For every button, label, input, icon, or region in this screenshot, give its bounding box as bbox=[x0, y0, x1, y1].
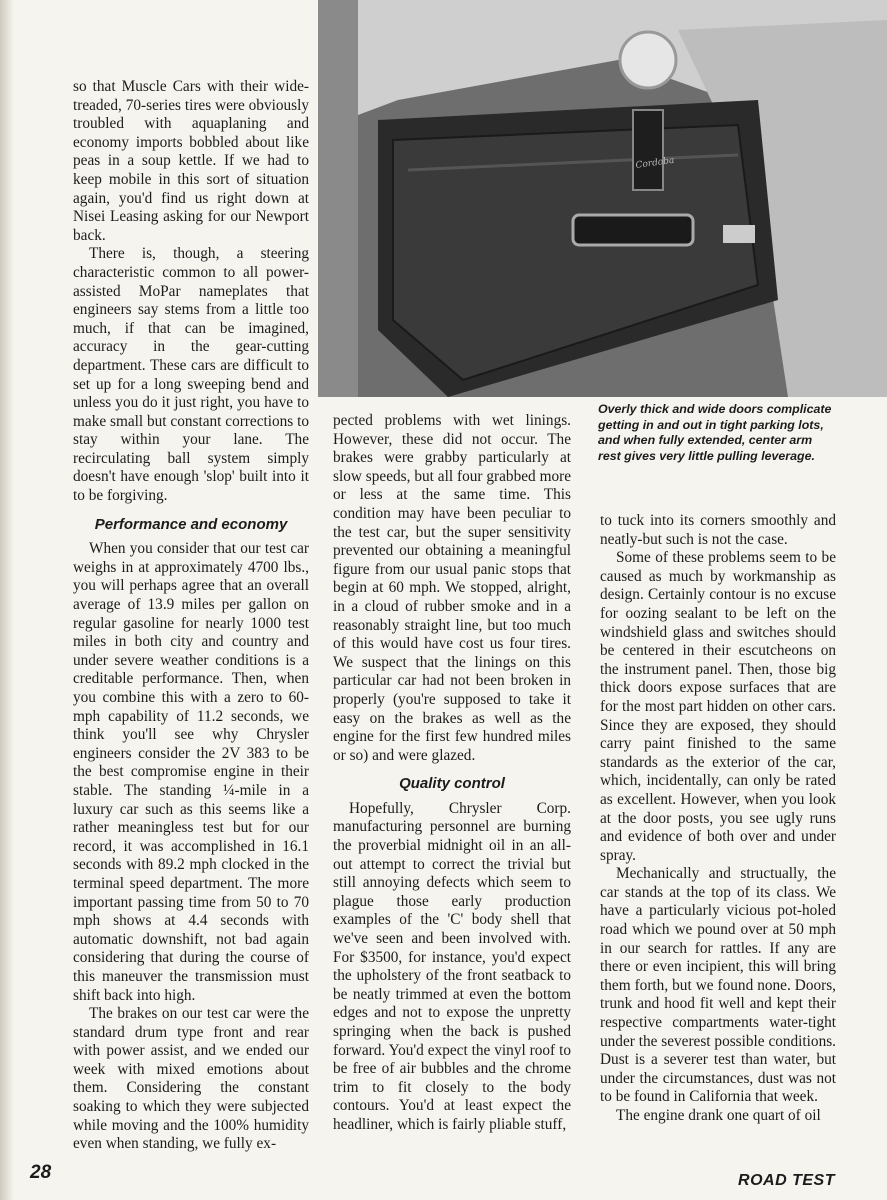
paragraph: so that Muscle Cars with their wide-treaded, 70-series tires were obviously troubled with aquaplaning and economy imports bobbled about like peas in a soup kettle. If we had to keep mobile in this sort of situation again, you'd find us right down at Nisei Leasing asking for our Newport back. bbox=[73, 78, 309, 244]
door-interior-illustration bbox=[318, 0, 887, 397]
paragraph: The brakes on our test car were the standard drum type front and rear with power assist, and we ended our week with mixed emotions about them. Considering the constant soaking to which they were subjected while moving and the 100% humidity even when standing, we fully ex- bbox=[73, 1005, 309, 1153]
car-door-photo bbox=[318, 0, 887, 397]
paragraph: When you consider that our test car weighs in at approximately 4700 lbs., you will perhaps agree that an overall average of 13.9 miles per gallon on regular gasoline for nearly 1000 test miles in both city and country and under severe weather conditions is a creditable performance. Then, when you combine this with a zero to 60-mph capability of 11.2 seconds, we think you'll see why Chrysler engineers consider the 2V 383 to be the best compromise engine in their stable. The standing ¼-mile in a luxury car such as this seems like a rather meaningless test but for our record, it was accomplished in 16.1 seconds with 89.2 mph clocked in the terminal speed department. The more important passing time from 50 to 70 mph shows at 4.4 seconds with automatic downshift, not bad again considering that during the course of this maneuver the transmission must shift back into high. bbox=[73, 540, 309, 1004]
section-label: ROAD TEST bbox=[738, 1172, 835, 1189]
page-binding-edge bbox=[0, 0, 14, 1200]
column-1 bbox=[73, 78, 309, 1154]
column-2 bbox=[333, 412, 571, 1135]
paragraph: The engine drank one quart of oil bbox=[616, 1107, 821, 1124]
page-number: 28 bbox=[30, 1162, 52, 1183]
door-badge-script: Cordoba bbox=[635, 155, 675, 171]
paragraph: There is, though, a steering characteristic common to all power-assisted MoPar nameplates that engineers say stems from a little too much, if that can be imagined, accuracy in the gear-cutting department. These cars are difficult to set up for a long sweeping bend and unless you do it just right, you have to make small but constant corrections to stay within your lane. The recirculating ball system simply doesn't have enough 'slop' built into it to be forgiving. bbox=[73, 245, 309, 505]
paragraph: pected problems with wet linings. However, these did not occur. The brakes were grabby particularly at slow speeds, but all four grabbed more or less at the same time. This condition may have been peculiar to the test car, but the super sensitivity prevented our obtaining a meaningful figure from our usual panic stops that begin at 60 mph. We stopped, alright, in a cloud of rubber smoke and in a reasonably straight line, but too much of this would have cost us four tires. We suspect that the linings on this particular car had not been broken in properly (you're supposed to take it easy on the brakes as well as the engine for the first few hundred miles or so) and were glazed. bbox=[333, 412, 571, 764]
paragraph: to tuck into its corners smoothly and neatly-but such is not the case. bbox=[600, 512, 836, 548]
photo-caption: Overly thick and wide doors complicate getting in and out in tight parking lots, and when fully extended, center arm rest gives very little pulling leverage. bbox=[598, 402, 832, 463]
section-heading-quality: Quality control bbox=[399, 775, 505, 793]
paragraph: Hopefully, Chrysler Corp. manufacturing personnel are burning the proverbial midnight oil in an all-out attempt to correct the trivial but still annoying defects which seem to plague those early production examples of the 'C' body shell that we've seen and been involved with. For $3500, for instance, you'd expect the upholstery of the front seatback to be neatly trimmed at even the bottom edges and not to expose the unpretty springing when the back is pushed forward. You'd expect the vinyl roof to be free of air bubbles and the chrome trim to fit closely to the body contours. You'd at least expect the headliner, which is fairly pliable stuff, bbox=[333, 799, 571, 1133]
paragraph: Mechanically and structually, the car stands at the top of its class. We have a particularly vicious pot-holed road which we pound over at 50 mph in our search for rattles. If any are there or even incipient, this will bring them forth, but we found none. Doors, trunk and hood fit well and kept their respective compartments water-tight under the severest possible conditions. Dust is a severer test than water, but under the circumstances, dust was not to be found in California that week. bbox=[600, 865, 836, 1106]
section-heading-performance: Performance and economy bbox=[94, 515, 288, 533]
paragraph: Some of these problems seem to be caused as much by workmanship as design. Certainly contour is no excuse for oozing sealant to be left on the windshield glass and switches should be centered in their escutcheons on the instrument panel. Then, those big thick doors expose surfaces that are for the most part hidden on other cars. Since they are exposed, they should carry paint finished to the same standards as the exterior of the car, which, incidentally, can only be rated as excellent. However, when you look at the door posts, you see ugly runs and evidence of both over and under spray. bbox=[600, 549, 836, 864]
column-3 bbox=[600, 512, 836, 1126]
